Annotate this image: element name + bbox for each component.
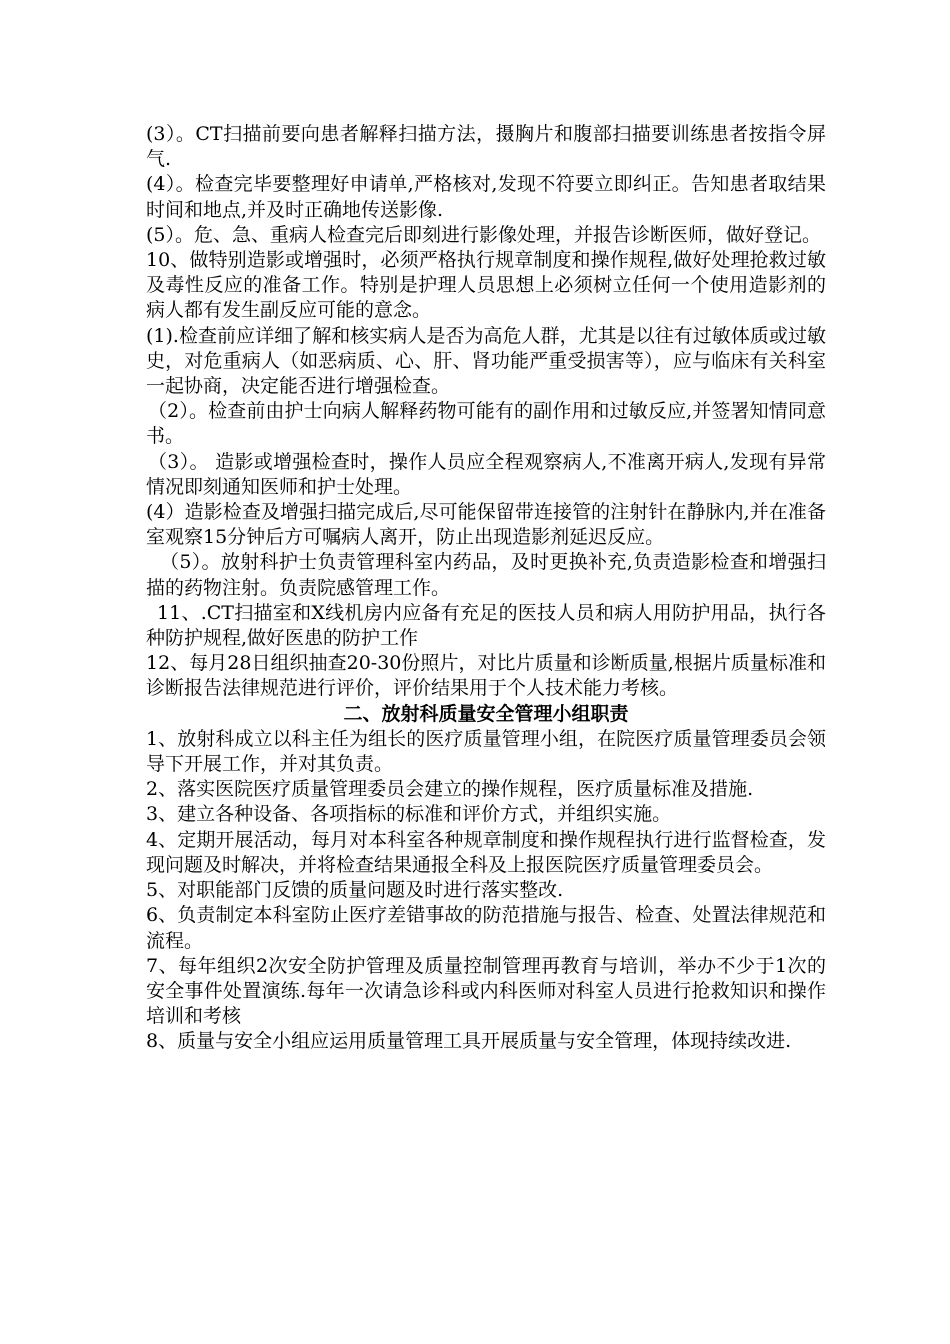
paragraph-10-contrast: 10、做特别造影或增强时，必须严格执行规章制度和操作规程,做好处理抢救过敏及毒性反应的准备工作。特别是护理人员思想上必须树立任何一个使用造影剂的病人都有发生副反应可能的意念。 <box>146 249 826 322</box>
duty-item-8: 8、质量与安全小组应运用质量管理工具开展质量与安全管理，体现持续改进. <box>146 1030 792 1053</box>
paragraph-4-after-scan: (4）造影检查及增强扫描完成后,尽可能保留带连接管的注射针在静脉内,并在准备室观察15分钟后方可嘱病人离开，防止出现造影剂延迟反应。 <box>146 501 826 549</box>
duty-item-1: 1、放射科成立以科主任为组长的医疗质量管理小组，在院医疗质量管理委员会领导下开展工作，并对其负责。 <box>146 727 826 776</box>
duty-item-3: 3、建立各种设备、各项指标的标准和评价方式，并组织实施。 <box>146 803 672 826</box>
paragraph-1-pre-check: (1).检查前应详细了解和核实病人是否为高危人群，尤其是以往有过敏体质或过敏史，对危重病人（如恶病质、心、肝、肾功能严重受损害等），应与临床有关科室一起协商，决定能否进行增强检查。 <box>146 324 826 398</box>
paragraph-3-ct-scan: (3）。CT扫描前要向患者解释扫描方法，摄胸片和腹部扫描要训练患者按指令屏气. <box>146 123 826 171</box>
section-heading: 二、放射科质量安全管理小组职责 <box>343 702 629 725</box>
paragraph-4-check-complete: (4）。检查完毕要整理好申请单,严格核对,发现不符要立即纠正。告知患者取结果时间和地点,并及时正确地传送影像. <box>146 173 826 221</box>
paragraph-11-protection: 11、.CT扫描室和X线机房内应备有充足的医技人员和病人用防护用品，执行各种防护规程,做好医患的防护工作 <box>146 601 826 650</box>
paragraph-2-nurse-explain: （2）。检查前由护士向病人解释药物可能有的副作用和过敏反应,并签署知情同意书。 <box>146 400 826 448</box>
paragraph-3-observe: （3）。 造影或增强检查时，操作人员应全程观察病人,不准离开病人,发现有异常情况即刻通知医师和护士处理。 <box>146 450 826 498</box>
paragraph-5-critical-patients: (5）。危、急、重病人检查完后即刻进行影像处理，并报告诊断医师，做好登记。 <box>146 223 822 246</box>
paragraph-5-nurse-drugs: （5）。放射科护士负责管理科室内药品，及时更换补充,负责造影检查和增强扫描的药物注射。负责院感管理工作。 <box>146 551 826 599</box>
duty-item-2: 2、落实医院医疗质量管理委员会建立的操作规程，医疗质量标准及措施. <box>146 778 754 801</box>
duty-item-6: 6、负责制定本科室防止医疗差错事故的防范措施与报告、检查、处置法律规范和流程。 <box>146 904 826 952</box>
duty-item-5: 5、对职能部门反馈的质量问题及时进行落实整改. <box>146 879 564 902</box>
duty-item-7: 7、每年组织2次安全防护管理及质量控制管理再教育与培训，举办不少于1次的安全事件处置演练.每年一次请急诊科或内科医师对科室人员进行抢救知识和操作培训和考核 <box>146 954 826 1028</box>
paragraph-12-monthly-check: 12、每月28日组织抽查20-30份照片，对比片质量和诊断质量,根据片质量标准和诊断报告法律规范进行评价，评价结果用于个人技术能力考核。 <box>146 652 826 700</box>
duty-item-4: 4、定期开展活动，每月对本科室各种规章制度和操作规程执行进行监督检查，发现问题及时解决，并将检查结果通报全科及上报医院医疗质量管理委员会。 <box>146 828 826 876</box>
document-body <box>146 122 826 1055</box>
